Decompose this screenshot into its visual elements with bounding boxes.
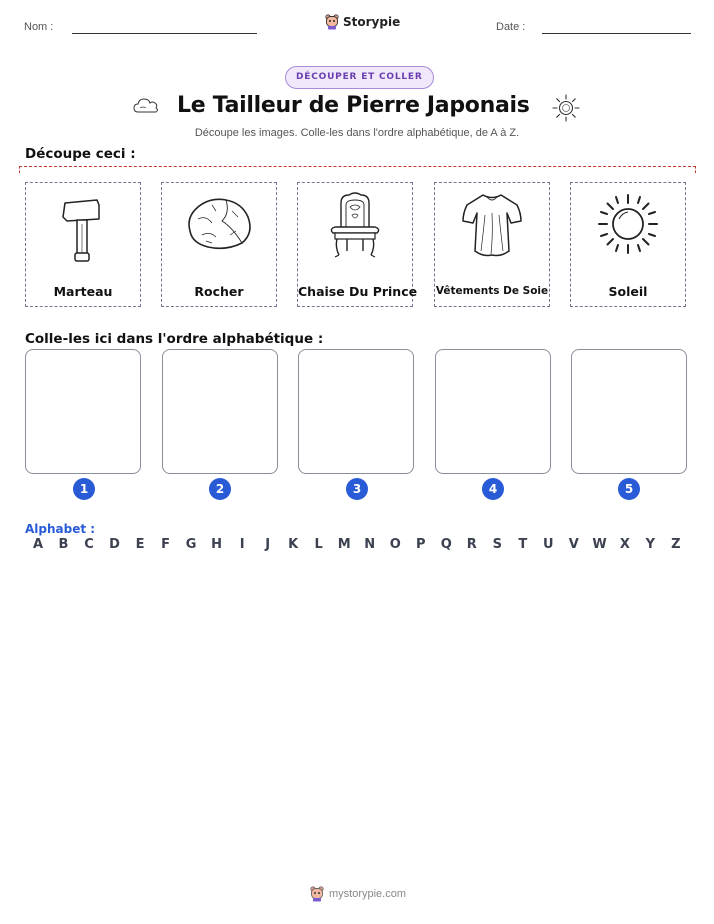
date-label: Date :	[496, 21, 526, 33]
alphabet-letter: F	[161, 537, 171, 552]
alphabet-letter: O	[389, 537, 401, 552]
card-soleil[interactable]	[570, 182, 686, 307]
date-line[interactable]	[542, 33, 691, 34]
alphabet-letter: B	[58, 537, 69, 552]
storypie-mascot-icon	[325, 14, 339, 30]
footer-site: mystorypie.com	[329, 888, 407, 900]
activity-badge: DÉCOUPER ET COLLER	[285, 66, 434, 89]
paste-slot-2[interactable]	[162, 349, 278, 474]
alphabet-letter: U	[543, 537, 554, 552]
slot-number-4: 4	[482, 478, 504, 500]
alphabet-letter: T	[518, 537, 528, 552]
alphabet-letter: S	[492, 537, 502, 552]
card-chaise[interactable]	[297, 182, 418, 307]
alphabet-letter: G	[185, 537, 197, 552]
slot-number-3: 3	[346, 478, 368, 500]
alphabet-letter: Y	[645, 537, 656, 552]
sun-icon	[595, 191, 661, 257]
card-label-rocher: Rocher	[194, 284, 244, 299]
brand-name: Storypie	[343, 15, 401, 29]
slot-number-2: 2	[209, 478, 231, 500]
card-label-chaise: Chaise Du Prince	[298, 284, 418, 299]
storypie-mascot-icon	[310, 886, 324, 902]
alphabet-letter: N	[364, 537, 376, 552]
cloud-icon	[132, 95, 160, 117]
cut-line	[19, 166, 696, 173]
chair-icon	[325, 191, 385, 261]
alphabet-letter: A	[32, 537, 44, 552]
alphabet-letter: Q	[440, 537, 452, 552]
page-title: Le Tailleur de Pierre Japonais	[177, 93, 530, 118]
alphabet-letter: J	[265, 537, 271, 552]
card-vetements[interactable]	[434, 182, 550, 307]
sun-decoration-icon	[551, 93, 581, 123]
paste-slot-3[interactable]	[298, 349, 414, 474]
alphabet-letter: C	[84, 537, 94, 552]
footer	[310, 886, 406, 902]
paste-slot-1[interactable]	[25, 349, 141, 474]
alphabet-letter: M	[337, 537, 351, 552]
card-label-soleil: Soleil	[608, 284, 648, 299]
alphabet-letter: P	[415, 537, 426, 552]
alphabet-letter: E	[135, 537, 145, 552]
hammer-icon	[53, 191, 113, 269]
instructions: Découpe les images. Colle-les dans l'ordre alphabétique, de A à Z.	[194, 127, 520, 139]
card-marteau[interactable]	[25, 182, 141, 307]
slot-number-1: 1	[73, 478, 95, 500]
card-label-marteau: Marteau	[53, 284, 113, 299]
name-label: Nom :	[24, 21, 54, 33]
alphabet-letter: V	[568, 537, 579, 552]
alphabet-letter: R	[466, 537, 477, 552]
paste-heading: Colle-les ici dans l'ordre alphabétique :	[25, 331, 324, 347]
cut-heading: Découpe ceci :	[25, 146, 136, 162]
alphabet-letter: Z	[671, 537, 681, 552]
name-line[interactable]	[72, 33, 257, 34]
paste-slot-4[interactable]	[435, 349, 551, 474]
paste-slot-5[interactable]	[571, 349, 687, 474]
rock-icon	[182, 191, 256, 257]
alphabet-row	[31, 537, 683, 552]
alphabet-letter: K	[288, 537, 299, 552]
alphabet-letter: I	[239, 537, 245, 552]
brand-logo	[325, 14, 400, 30]
robe-icon	[457, 191, 527, 261]
alphabet-letter: L	[314, 537, 323, 552]
card-rocher[interactable]	[161, 182, 277, 307]
alphabet-letter: X	[619, 537, 630, 552]
alphabet-label: Alphabet :	[25, 522, 96, 536]
card-label-vetements: Vêtements De Soie	[435, 285, 549, 297]
alphabet-letter: H	[211, 537, 223, 552]
alphabet-letter: D	[109, 537, 120, 552]
slot-number-5: 5	[618, 478, 640, 500]
alphabet-letter: W	[592, 537, 607, 552]
